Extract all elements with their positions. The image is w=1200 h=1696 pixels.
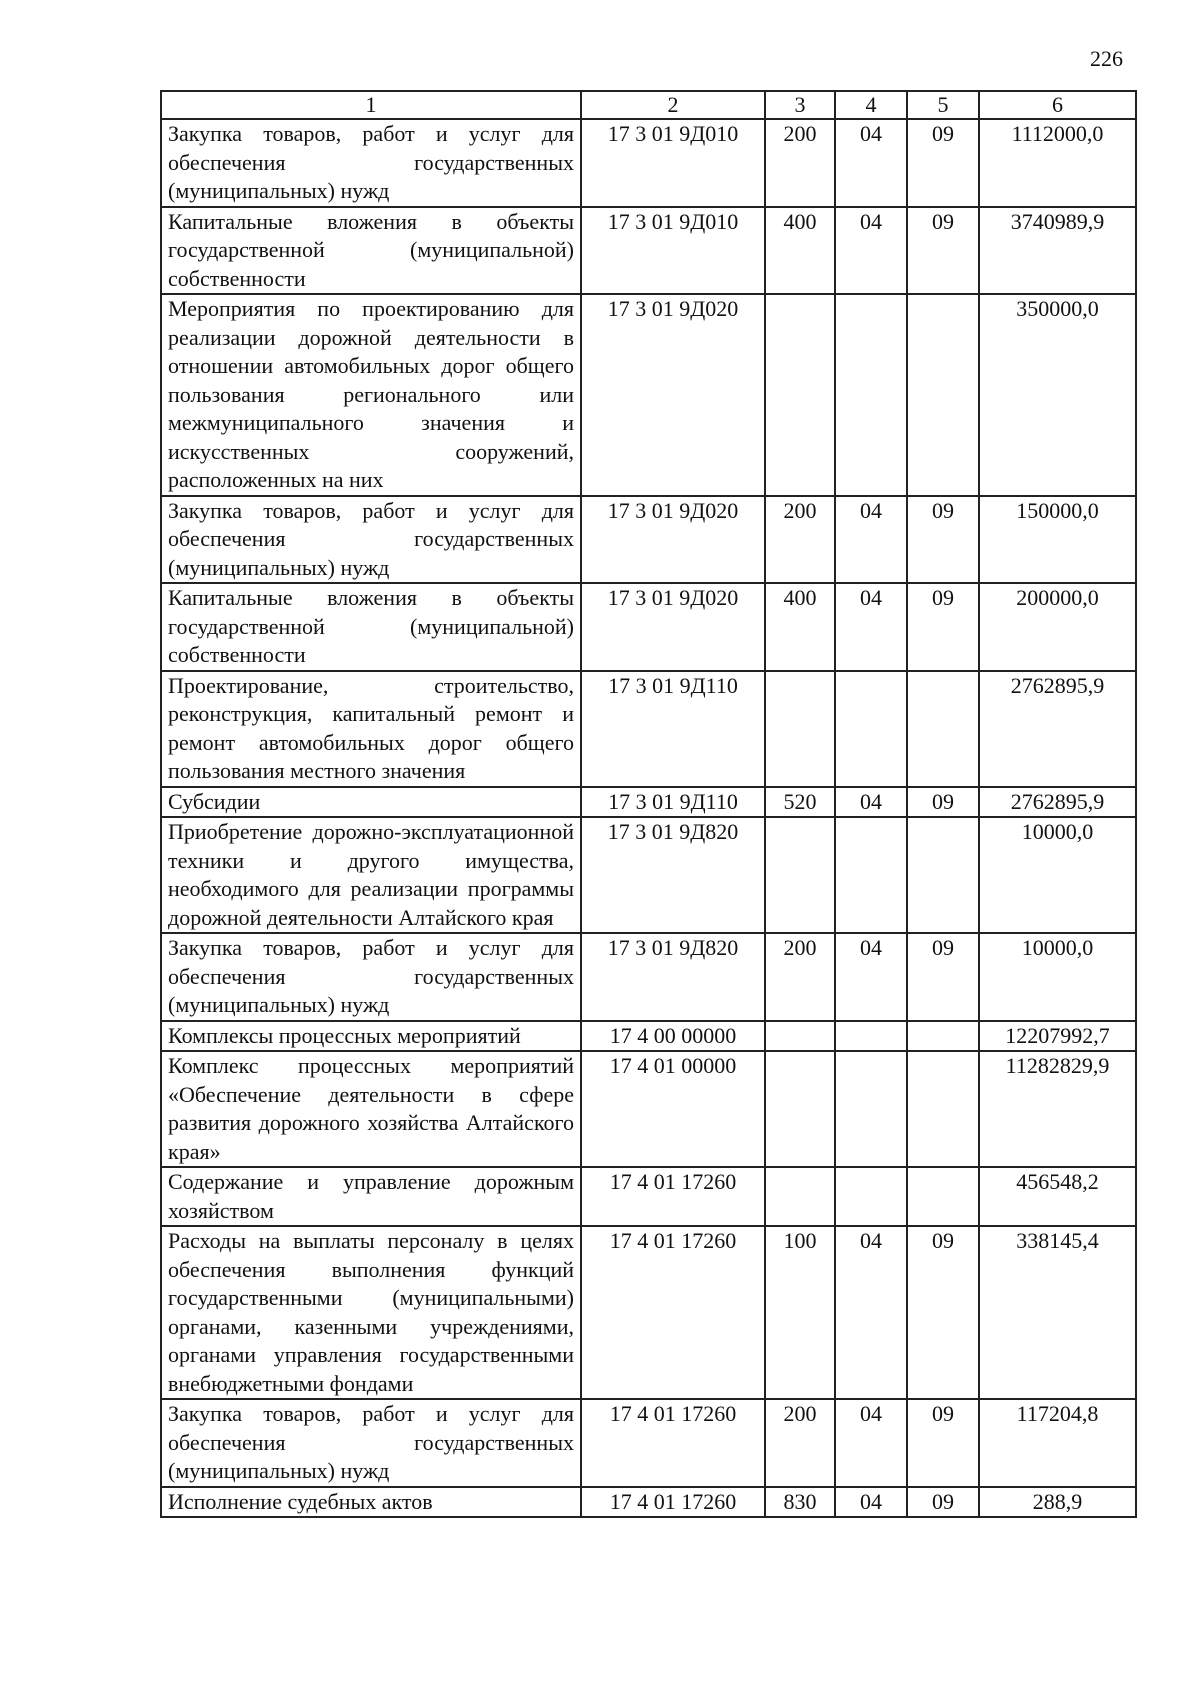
column-header-1: 1 (161, 91, 581, 119)
target-article-code: 17 4 01 00000 (581, 1051, 765, 1167)
section-code: 04 (835, 1226, 907, 1399)
expense-type-code (765, 1021, 835, 1052)
expense-type-code: 200 (765, 1399, 835, 1487)
subsection-code (907, 1167, 979, 1226)
section-code: 04 (835, 1487, 907, 1518)
expense-type-code: 100 (765, 1226, 835, 1399)
header-row (161, 91, 1136, 119)
expense-name: Приобретение дорожно-эксплуатационной техники и другого имущества, необходимого для реализации программы дорожной деятельности Алтайского края (161, 817, 581, 933)
section-code (835, 817, 907, 933)
amount: 11282829,9 (979, 1051, 1136, 1167)
section-code: 04 (835, 1399, 907, 1487)
subsection-code (907, 1051, 979, 1167)
expense-name: Капитальные вложения в объекты государственной (муниципальной) собственности (161, 583, 581, 671)
column-header-3: 3 (765, 91, 835, 119)
amount: 338145,4 (979, 1226, 1136, 1399)
section-code: 04 (835, 583, 907, 671)
expense-name: Расходы на выплаты персоналу в целях обеспечения выполнения функций государственными (муниципальными) органами, казенными учреждениями, органами управления государственными внебюджетными фондами (161, 1226, 581, 1399)
target-article-code: 17 3 01 9Д110 (581, 787, 765, 818)
table-row (161, 294, 1136, 496)
amount: 10000,0 (979, 817, 1136, 933)
table-row (161, 119, 1136, 207)
subsection-code: 09 (907, 933, 979, 1021)
expense-name: Субсидии (161, 787, 581, 818)
target-article-code: 17 3 01 9Д820 (581, 817, 765, 933)
section-code (835, 294, 907, 496)
expense-type-code: 200 (765, 496, 835, 584)
expense-name: Комплексы процессных мероприятий (161, 1021, 581, 1052)
target-article-code: 17 4 01 17260 (581, 1226, 765, 1399)
table-row (161, 1399, 1136, 1487)
page-number: 226 (1090, 46, 1123, 71)
expense-name: Исполнение судебных актов (161, 1487, 581, 1518)
expense-name: Закупка товаров, работ и услуг для обеспечения государственных (муниципальных) нужд (161, 1399, 581, 1487)
expense-type-code (765, 294, 835, 496)
expense-name: Содержание и управление дорожным хозяйством (161, 1167, 581, 1226)
expense-type-code (765, 671, 835, 787)
table-row (161, 787, 1136, 818)
amount: 200000,0 (979, 583, 1136, 671)
table-row (161, 1051, 1136, 1167)
section-code: 04 (835, 787, 907, 818)
target-article-code: 17 3 01 9Д020 (581, 496, 765, 584)
expense-type-code (765, 1167, 835, 1226)
target-article-code: 17 4 01 17260 (581, 1399, 765, 1487)
section-code (835, 1051, 907, 1167)
target-article-code: 17 3 01 9Д010 (581, 207, 765, 295)
column-header-5: 5 (907, 91, 979, 119)
expense-type-code: 200 (765, 119, 835, 207)
amount: 1112000,0 (979, 119, 1136, 207)
table-row (161, 817, 1136, 933)
table-row (161, 1167, 1136, 1226)
expense-name: Мероприятия по проектированию для реализации дорожной деятельности в отношении автомобильных дорог общего пользования регионального или межмуниципального значения и искусственных сооружений, расположенных на них (161, 294, 581, 496)
expense-type-code: 200 (765, 933, 835, 1021)
amount: 2762895,9 (979, 787, 1136, 818)
section-code (835, 671, 907, 787)
subsection-code (907, 1021, 979, 1052)
subsection-code: 09 (907, 207, 979, 295)
table-row (161, 207, 1136, 295)
subsection-code: 09 (907, 583, 979, 671)
table-row (161, 1226, 1136, 1399)
section-code: 04 (835, 119, 907, 207)
section-code: 04 (835, 933, 907, 1021)
expense-type-code (765, 1051, 835, 1167)
column-header-2: 2 (581, 91, 765, 119)
section-code (835, 1167, 907, 1226)
subsection-code: 09 (907, 1487, 979, 1518)
section-code: 04 (835, 207, 907, 295)
expense-name: Закупка товаров, работ и услуг для обеспечения государственных (муниципальных) нужд (161, 119, 581, 207)
expense-type-code: 400 (765, 583, 835, 671)
amount: 12207992,7 (979, 1021, 1136, 1052)
target-article-code: 17 4 01 17260 (581, 1167, 765, 1226)
amount: 3740989,9 (979, 207, 1136, 295)
amount: 150000,0 (979, 496, 1136, 584)
expense-name: Капитальные вложения в объекты государственной (муниципальной) собственности (161, 207, 581, 295)
subsection-code: 09 (907, 1399, 979, 1487)
expense-name: Закупка товаров, работ и услуг для обеспечения государственных (муниципальных) нужд (161, 496, 581, 584)
subsection-code: 09 (907, 119, 979, 207)
column-header-4: 4 (835, 91, 907, 119)
expense-name: Закупка товаров, работ и услуг для обеспечения государственных (муниципальных) нужд (161, 933, 581, 1021)
table-row (161, 671, 1136, 787)
subsection-code: 09 (907, 496, 979, 584)
table-row (161, 1021, 1136, 1052)
target-article-code: 17 4 00 00000 (581, 1021, 765, 1052)
section-code: 04 (835, 496, 907, 584)
subsection-code: 09 (907, 1226, 979, 1399)
target-article-code: 17 3 01 9Д010 (581, 119, 765, 207)
subsection-code (907, 817, 979, 933)
expense-name: Проектирование, строительство, реконструкция, капитальный ремонт и ремонт автомобильных дорог общего пользования местного значения (161, 671, 581, 787)
section-code (835, 1021, 907, 1052)
expense-type-code: 830 (765, 1487, 835, 1518)
table-row (161, 496, 1136, 584)
amount: 350000,0 (979, 294, 1136, 496)
amount: 288,9 (979, 1487, 1136, 1518)
amount: 10000,0 (979, 933, 1136, 1021)
budget-table (160, 90, 1137, 1518)
subsection-code (907, 294, 979, 496)
target-article-code: 17 3 01 9Д110 (581, 671, 765, 787)
expense-type-code (765, 817, 835, 933)
target-article-code: 17 3 01 9Д020 (581, 583, 765, 671)
table-row (161, 1487, 1136, 1518)
expense-type-code: 520 (765, 787, 835, 818)
amount: 117204,8 (979, 1399, 1136, 1487)
expense-name: Комплекс процессных мероприятий «Обеспечение деятельности в сфере развития дорожного хозяйства Алтайского края» (161, 1051, 581, 1167)
amount: 456548,2 (979, 1167, 1136, 1226)
subsection-code: 09 (907, 787, 979, 818)
expense-type-code: 400 (765, 207, 835, 295)
column-header-6: 6 (979, 91, 1136, 119)
amount: 2762895,9 (979, 671, 1136, 787)
subsection-code (907, 671, 979, 787)
target-article-code: 17 4 01 17260 (581, 1487, 765, 1518)
table-row (161, 933, 1136, 1021)
table-row (161, 583, 1136, 671)
target-article-code: 17 3 01 9Д820 (581, 933, 765, 1021)
target-article-code: 17 3 01 9Д020 (581, 294, 765, 496)
